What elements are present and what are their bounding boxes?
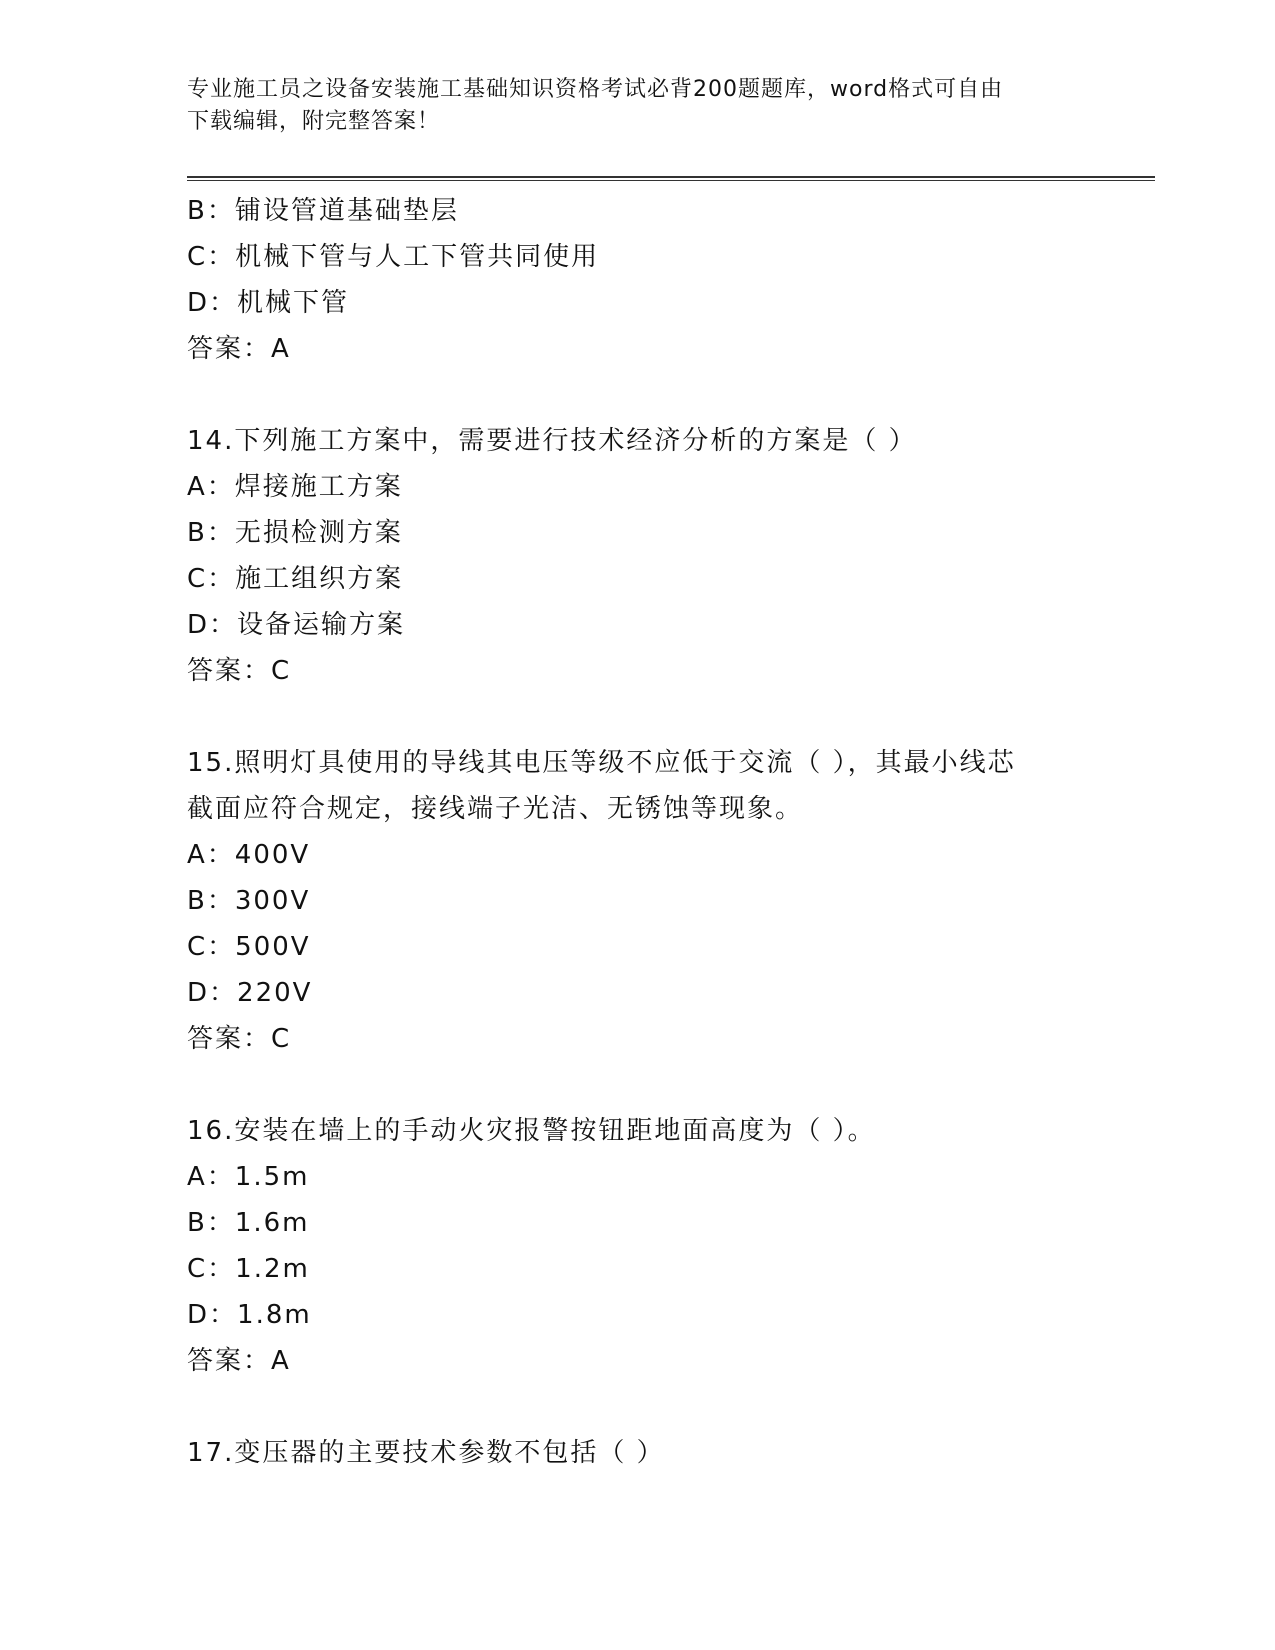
question-text: 17.变压器的主要技术参数不包括（ ） [187,1438,665,1468]
header-title-line-2: 下载编辑，附完整答案！ [187,109,441,134]
question-block-16 [187,1108,1087,1384]
question-list [187,188,1087,1476]
question-block-14 [187,418,1087,694]
header-divider [187,176,1155,181]
question-text: 16.安装在墙上的手动火灾报警按钮距地面高度为（ ）。 [187,1116,876,1146]
option-c: C：500V [187,932,311,962]
question-text-line-1: 15.照明灯具使用的导线其电压等级不应低于交流（ ），其最小线芯 [187,748,1016,778]
option-c: C：机械下管与人工下管共同使用 [187,242,600,272]
question-text: 14.下列施工方案中，需要进行技术经济分析的方案是（ ） [187,426,917,456]
answer: 答案：A [187,334,291,364]
header-title-line-1: 专业施工员之设备安装施工基础知识资格考试必背200题题库，word格式可自由 [187,77,1004,102]
option-c: C：1.2m [187,1254,310,1284]
option-b: B：1.6m [187,1208,310,1238]
option-a: A：400V [187,840,311,870]
question-block-17 [187,1430,1087,1476]
option-d: D：设备运输方案 [187,610,406,640]
option-c: C：施工组织方案 [187,564,404,594]
question-text-line-2: 截面应符合规定，接线端子光洁、无锈蚀等现象。 [187,794,804,824]
answer: 答案：A [187,1346,291,1376]
option-a: A：焊接施工方案 [187,472,403,502]
question-block-15 [187,740,1087,1062]
option-b: B：铺设管道基础垫层 [187,196,459,226]
option-b: B：无损检测方案 [187,518,403,548]
option-b: B：300V [187,886,311,916]
question-block-13 [187,188,1087,372]
answer: 答案：C [187,656,292,686]
option-d: D：220V [187,978,313,1008]
answer: 答案：C [187,1024,292,1054]
option-d: D：机械下管 [187,288,350,318]
document-header [187,74,1067,138]
option-d: D：1.8m [187,1300,312,1330]
option-a: A：1.5m [187,1162,310,1192]
